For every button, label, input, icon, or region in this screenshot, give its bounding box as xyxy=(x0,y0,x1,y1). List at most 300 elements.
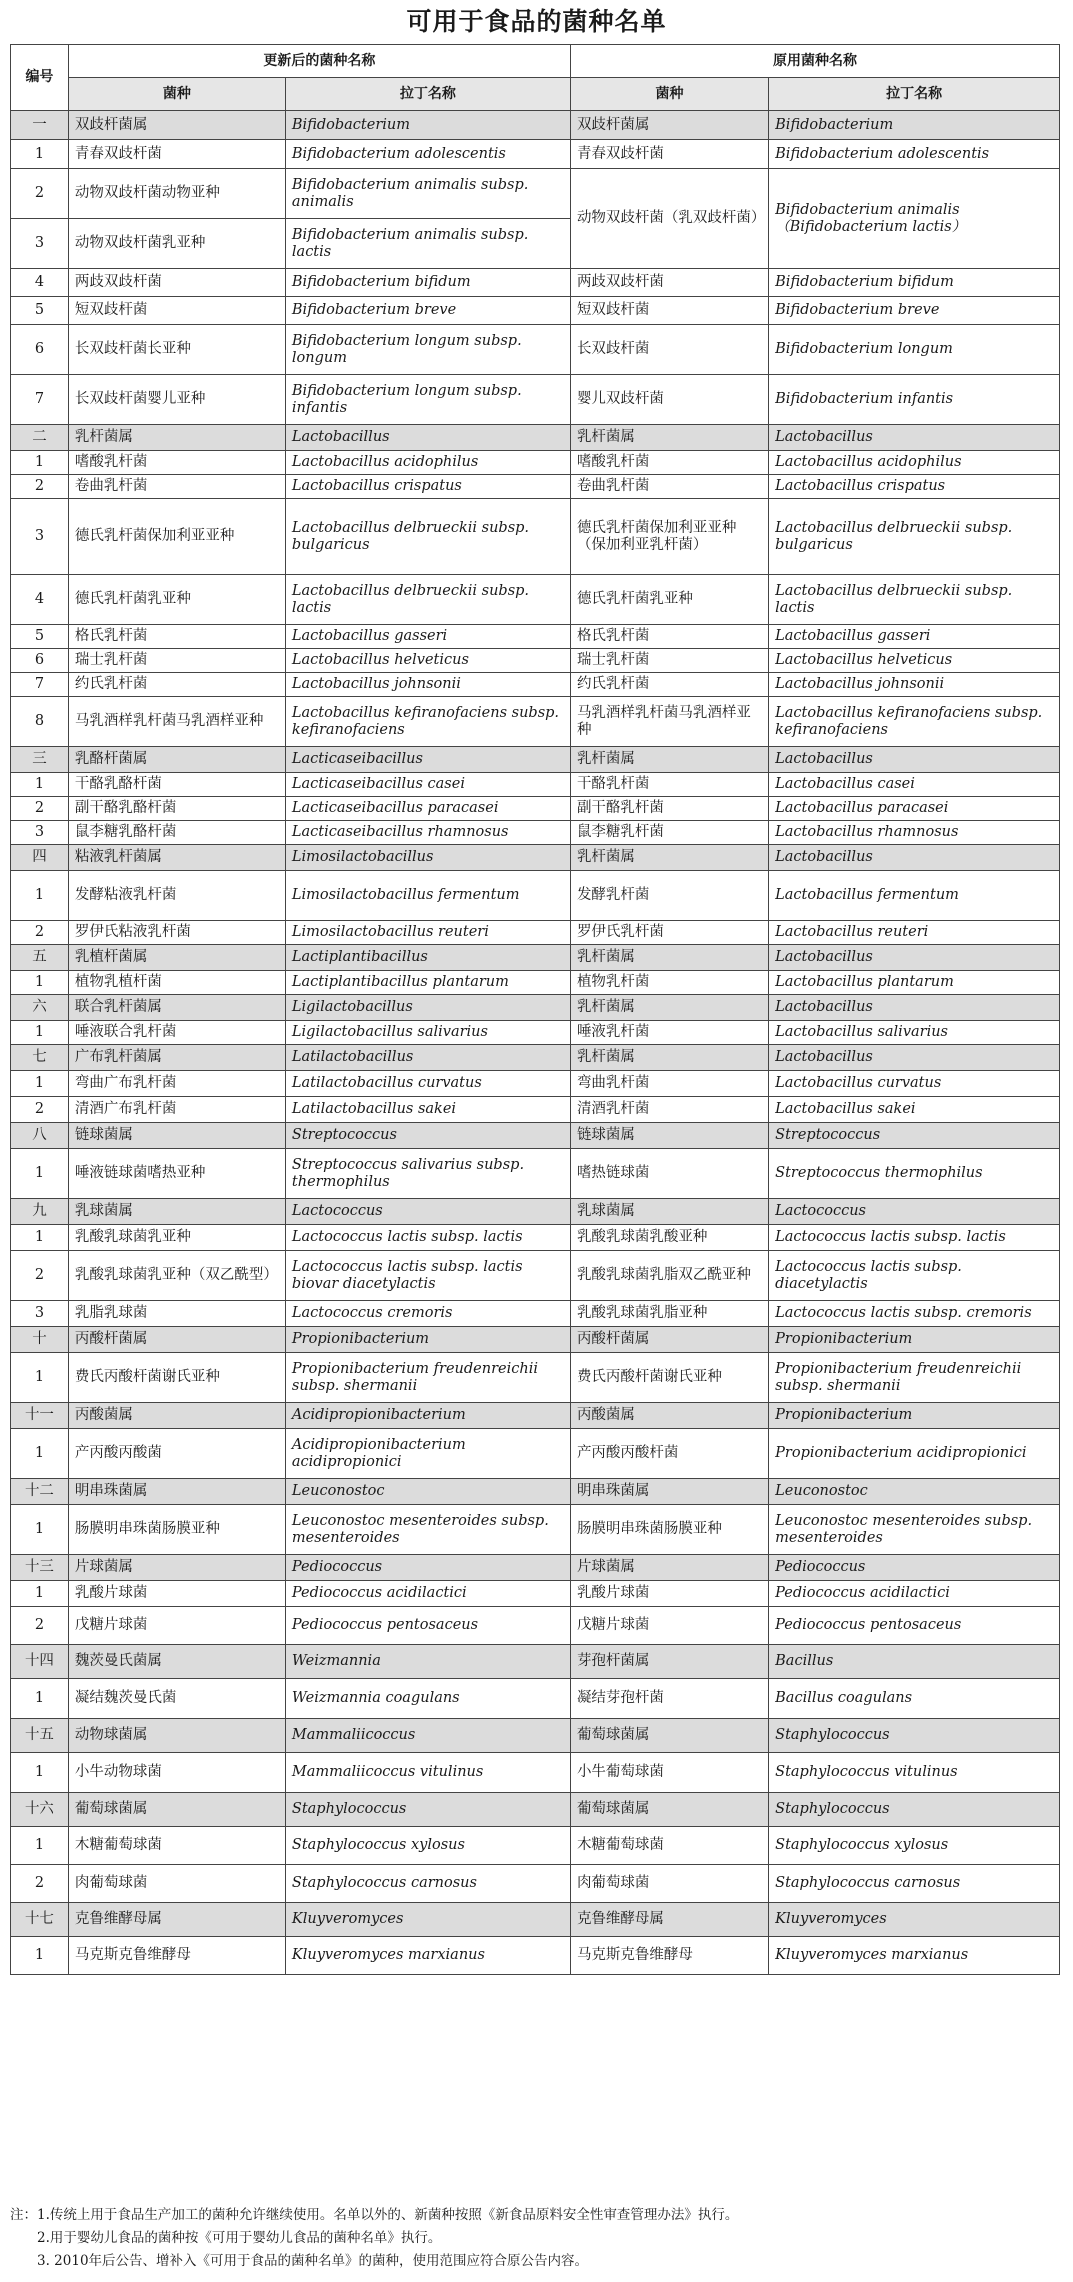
table-row xyxy=(11,697,1060,747)
cell-original-strain: 清酒乳杆菌 xyxy=(570,1097,768,1123)
cell-number: 3 xyxy=(11,1301,69,1327)
footnote: 2.用于婴幼儿食品的菌种按《可用于婴幼儿食品的菌种名单》执行。 xyxy=(37,2230,442,2246)
cell-original-strain: 动物双歧杆菌（乳双歧杆菌） xyxy=(570,169,768,269)
cell-strain: 约氏乳杆菌 xyxy=(68,673,285,697)
cell-original-strain: 克鲁维酵母属 xyxy=(570,1903,768,1937)
cell-original-latin: Lactobacillus xyxy=(769,995,1060,1021)
cell-strain: 长双歧杆菌长亚种 xyxy=(68,325,285,375)
cell-number: 3 xyxy=(11,499,69,575)
cell-original-latin: Lactobacillus johnsonii xyxy=(769,673,1060,697)
cell-original-latin: Lactobacillus gasseri xyxy=(769,625,1060,649)
table-row xyxy=(11,1071,1060,1097)
table-row xyxy=(11,821,1060,845)
table-row xyxy=(11,451,1060,475)
cell-original-strain: 肉葡萄球菌 xyxy=(570,1865,768,1903)
table-row xyxy=(11,921,1060,945)
cell-original-strain: 乳酸片球菌 xyxy=(570,1581,768,1607)
cell-number: 1 xyxy=(11,1225,69,1251)
cell-latin: Ligilactobacillus xyxy=(285,995,570,1021)
cell-number: 一 xyxy=(11,111,69,140)
cell-latin: Lactococcus xyxy=(285,1199,570,1225)
cell-latin: Acidipropionibacterium acidipropionici xyxy=(285,1429,570,1479)
cell-original-latin: Bifidobacterium xyxy=(769,111,1060,140)
table-row xyxy=(11,1429,1060,1479)
cell-number: 2 xyxy=(11,1251,69,1301)
genus-row xyxy=(11,1793,1060,1827)
cell-strain: 动物球菌属 xyxy=(68,1719,285,1753)
cell-original-strain: 片球菌属 xyxy=(570,1555,768,1581)
cell-strain: 弯曲广布乳杆菌 xyxy=(68,1071,285,1097)
header-row-1 xyxy=(11,45,1060,78)
cell-number: 5 xyxy=(11,297,69,325)
cell-number: 1 xyxy=(11,1149,69,1199)
col-header-original-strain: 菌种 xyxy=(570,78,768,111)
strain-table xyxy=(10,44,1060,1975)
cell-original-strain: 格氏乳杆菌 xyxy=(570,625,768,649)
cell-strain: 乳酪杆菌属 xyxy=(68,747,285,773)
cell-latin: Kluyveromyces marxianus xyxy=(285,1937,570,1975)
header-row-2 xyxy=(11,78,1060,111)
col-header-number: 编号 xyxy=(11,45,69,111)
cell-number: 1 xyxy=(11,451,69,475)
cell-strain: 副干酪乳酪杆菌 xyxy=(68,797,285,821)
footnotes xyxy=(10,2204,1060,2273)
cell-strain: 植物乳植杆菌 xyxy=(68,971,285,995)
cell-latin: Limosilactobacillus reuteri xyxy=(285,921,570,945)
cell-strain: 片球菌属 xyxy=(68,1555,285,1581)
cell-strain: 丙酸菌属 xyxy=(68,1403,285,1429)
col-header-strain: 菌种 xyxy=(68,78,285,111)
cell-original-strain: 凝结芽孢杆菌 xyxy=(570,1679,768,1719)
cell-original-strain: 弯曲乳杆菌 xyxy=(570,1071,768,1097)
cell-number: 6 xyxy=(11,325,69,375)
cell-original-strain: 唾液乳杆菌 xyxy=(570,1021,768,1045)
genus-row xyxy=(11,111,1060,140)
cell-original-latin: Lactobacillus fermentum xyxy=(769,871,1060,921)
cell-latin: Leuconostoc mesenteroides subsp. mesenteroides xyxy=(285,1505,570,1555)
table-row xyxy=(11,575,1060,625)
cell-strain: 产丙酸丙酸菌 xyxy=(68,1429,285,1479)
table-row xyxy=(11,1607,1060,1645)
table-row xyxy=(11,649,1060,673)
cell-number: 1 xyxy=(11,140,69,169)
cell-strain: 克鲁维酵母属 xyxy=(68,1903,285,1937)
cell-original-strain: 乳杆菌属 xyxy=(570,845,768,871)
cell-number: 十四 xyxy=(11,1645,69,1679)
table-row xyxy=(11,169,1060,219)
cell-original-latin: Lactobacillus rhamnosus xyxy=(769,821,1060,845)
cell-latin: Staphylococcus xylosus xyxy=(285,1827,570,1865)
table-row xyxy=(11,971,1060,995)
cell-number: 2 xyxy=(11,1607,69,1645)
cell-original-latin: Pediococcus xyxy=(769,1555,1060,1581)
cell-latin: Lactiplantibacillus xyxy=(285,945,570,971)
cell-latin: Limosilactobacillus fermentum xyxy=(285,871,570,921)
cell-number: 九 xyxy=(11,1199,69,1225)
cell-original-latin: Pediococcus acidilactici xyxy=(769,1581,1060,1607)
cell-latin: Leuconostoc xyxy=(285,1479,570,1505)
cell-original-strain: 马克斯克鲁维酵母 xyxy=(570,1937,768,1975)
cell-original-latin: Staphylococcus vitulinus xyxy=(769,1753,1060,1793)
cell-original-latin: Leuconostoc mesenteroides subsp. mesenteroides xyxy=(769,1505,1060,1555)
cell-latin: Limosilactobacillus xyxy=(285,845,570,871)
cell-original-latin: Lactobacillus delbrueckii subsp. bulgaricus xyxy=(769,499,1060,575)
cell-strain: 粘液乳杆菌属 xyxy=(68,845,285,871)
cell-strain: 德氏乳杆菌保加利亚亚种 xyxy=(68,499,285,575)
cell-latin: Lactobacillus helveticus xyxy=(285,649,570,673)
cell-original-strain: 瑞士乳杆菌 xyxy=(570,649,768,673)
cell-original-latin: Kluyveromyces xyxy=(769,1903,1060,1937)
cell-strain: 卷曲乳杆菌 xyxy=(68,475,285,499)
cell-latin: Bifidobacterium xyxy=(285,111,570,140)
cell-latin: Kluyveromyces xyxy=(285,1903,570,1937)
table-row xyxy=(11,499,1060,575)
cell-original-strain: 马乳酒样乳杆菌马乳酒样亚种 xyxy=(570,697,768,747)
cell-number: 7 xyxy=(11,375,69,425)
cell-strain: 马乳酒样乳杆菌马乳酒样亚种 xyxy=(68,697,285,747)
cell-number: 1 xyxy=(11,1505,69,1555)
col-header-latin: 拉丁名称 xyxy=(285,78,570,111)
cell-number: 十二 xyxy=(11,1479,69,1505)
cell-number: 1 xyxy=(11,871,69,921)
cell-original-latin: Lactobacillus casei xyxy=(769,773,1060,797)
cell-original-strain: 链球菌属 xyxy=(570,1123,768,1149)
cell-original-strain: 葡萄球菌属 xyxy=(570,1793,768,1827)
cell-strain: 乳酸乳球菌乳亚种 xyxy=(68,1225,285,1251)
cell-number: 2 xyxy=(11,921,69,945)
table-row xyxy=(11,797,1060,821)
cell-latin: Lactobacillus crispatus xyxy=(285,475,570,499)
cell-strain: 瑞士乳杆菌 xyxy=(68,649,285,673)
col-header-updated: 更新后的菌种名称 xyxy=(68,45,570,78)
cell-number: 6 xyxy=(11,649,69,673)
cell-latin: Latilactobacillus curvatus xyxy=(285,1071,570,1097)
genus-row xyxy=(11,425,1060,451)
cell-number: 八 xyxy=(11,1123,69,1149)
cell-strain: 小牛动物球菌 xyxy=(68,1753,285,1793)
cell-strain: 乳酸片球菌 xyxy=(68,1581,285,1607)
cell-number: 六 xyxy=(11,995,69,1021)
cell-original-latin: Lactococcus lactis subsp. lactis xyxy=(769,1225,1060,1251)
cell-strain: 动物双歧杆菌乳亚种 xyxy=(68,219,285,269)
cell-original-latin: Lactococcus lactis subsp. cremoris xyxy=(769,1301,1060,1327)
cell-latin: Acidipropionibacterium xyxy=(285,1403,570,1429)
cell-original-latin: Lactobacillus curvatus xyxy=(769,1071,1060,1097)
cell-strain: 凝结魏茨曼氏菌 xyxy=(68,1679,285,1719)
cell-strain: 链球菌属 xyxy=(68,1123,285,1149)
cell-latin: Lactobacillus delbrueckii subsp. bulgaricus xyxy=(285,499,570,575)
cell-original-strain: 短双歧杆菌 xyxy=(570,297,768,325)
cell-original-latin: Lactobacillus reuteri xyxy=(769,921,1060,945)
cell-original-strain: 费氏丙酸杆菌谢氏亚种 xyxy=(570,1353,768,1403)
cell-latin: Ligilactobacillus salivarius xyxy=(285,1021,570,1045)
cell-original-strain: 乳酸乳球菌乳酸亚种 xyxy=(570,1225,768,1251)
table-row xyxy=(11,269,1060,297)
cell-original-latin: Bifidobacterium adolescentis xyxy=(769,140,1060,169)
cell-original-latin: Bacillus xyxy=(769,1645,1060,1679)
cell-number: 1 xyxy=(11,1753,69,1793)
cell-latin: Bifidobacterium bifidum xyxy=(285,269,570,297)
cell-latin: Lacticaseibacillus paracasei xyxy=(285,797,570,821)
genus-row xyxy=(11,1045,1060,1071)
cell-latin: Bifidobacterium breve xyxy=(285,297,570,325)
cell-number: 十 xyxy=(11,1327,69,1353)
cell-latin: Mammaliicoccus xyxy=(285,1719,570,1753)
cell-original-latin: Lactobacillus acidophilus xyxy=(769,451,1060,475)
cell-latin: Lactococcus lactis subsp. lactis xyxy=(285,1225,570,1251)
cell-original-latin: Bifidobacterium bifidum xyxy=(769,269,1060,297)
table-body xyxy=(11,111,1060,1975)
cell-latin: Lactococcus cremoris xyxy=(285,1301,570,1327)
cell-original-latin: Bifidobacterium longum xyxy=(769,325,1060,375)
cell-latin: Bifidobacterium animalis subsp. animalis xyxy=(285,169,570,219)
cell-number: 2 xyxy=(11,1865,69,1903)
cell-number: 十五 xyxy=(11,1719,69,1753)
cell-original-latin: Lactococcus xyxy=(769,1199,1060,1225)
cell-strain: 费氏丙酸杆菌谢氏亚种 xyxy=(68,1353,285,1403)
cell-original-latin: Lactobacillus paracasei xyxy=(769,797,1060,821)
cell-original-strain: 芽孢杆菌属 xyxy=(570,1645,768,1679)
cell-latin: Lacticaseibacillus casei xyxy=(285,773,570,797)
cell-original-latin: Lactobacillus xyxy=(769,747,1060,773)
cell-strain: 发酵粘液乳杆菌 xyxy=(68,871,285,921)
genus-row xyxy=(11,1327,1060,1353)
cell-original-strain: 乳杆菌属 xyxy=(570,945,768,971)
table-row xyxy=(11,625,1060,649)
cell-strain: 戊糖片球菌 xyxy=(68,1607,285,1645)
cell-latin: Staphylococcus carnosus xyxy=(285,1865,570,1903)
cell-strain: 肠膜明串珠菌肠膜亚种 xyxy=(68,1505,285,1555)
cell-strain: 动物双歧杆菌动物亚种 xyxy=(68,169,285,219)
cell-original-strain: 明串珠菌属 xyxy=(570,1479,768,1505)
cell-number: 1 xyxy=(11,1429,69,1479)
cell-latin: Bifidobacterium adolescentis xyxy=(285,140,570,169)
cell-latin: Latilactobacillus xyxy=(285,1045,570,1071)
genus-row xyxy=(11,1123,1060,1149)
cell-original-strain: 嗜热链球菌 xyxy=(570,1149,768,1199)
cell-original-latin: Staphylococcus xyxy=(769,1793,1060,1827)
cell-number: 五 xyxy=(11,945,69,971)
table-row xyxy=(11,1225,1060,1251)
cell-original-latin: Streptococcus thermophilus xyxy=(769,1149,1060,1199)
cell-original-latin: Lactobacillus kefiranofaciens subsp. kefiranofaciens xyxy=(769,697,1060,747)
cell-number: 二 xyxy=(11,425,69,451)
cell-number: 1 xyxy=(11,1827,69,1865)
genus-row xyxy=(11,945,1060,971)
cell-number: 四 xyxy=(11,845,69,871)
cell-original-strain: 丙酸杆菌属 xyxy=(570,1327,768,1353)
cell-original-strain: 婴儿双歧杆菌 xyxy=(570,375,768,425)
cell-number: 十三 xyxy=(11,1555,69,1581)
table-row xyxy=(11,1353,1060,1403)
cell-original-latin: Lactococcus lactis subsp. diacetylactis xyxy=(769,1251,1060,1301)
cell-original-strain: 嗜酸乳杆菌 xyxy=(570,451,768,475)
cell-strain: 罗伊氏粘液乳杆菌 xyxy=(68,921,285,945)
table-row xyxy=(11,1251,1060,1301)
cell-strain: 双歧杆菌属 xyxy=(68,111,285,140)
cell-original-latin: Lactobacillus salivarius xyxy=(769,1021,1060,1045)
cell-latin: Lactobacillus gasseri xyxy=(285,625,570,649)
cell-number: 1 xyxy=(11,1679,69,1719)
table-row xyxy=(11,1937,1060,1975)
cell-number: 十一 xyxy=(11,1403,69,1429)
cell-number: 1 xyxy=(11,1071,69,1097)
table-row xyxy=(11,1505,1060,1555)
table-row xyxy=(11,773,1060,797)
cell-strain: 乳杆菌属 xyxy=(68,425,285,451)
genus-row xyxy=(11,1199,1060,1225)
cell-strain: 乳植杆菌属 xyxy=(68,945,285,971)
genus-row xyxy=(11,1645,1060,1679)
cell-latin: Propionibacterium xyxy=(285,1327,570,1353)
cell-original-strain: 肠膜明串珠菌肠膜亚种 xyxy=(570,1505,768,1555)
cell-original-strain: 德氏乳杆菌保加利亚亚种（保加利亚乳杆菌） xyxy=(570,499,768,575)
cell-original-latin: Lactobacillus plantarum xyxy=(769,971,1060,995)
cell-original-latin: Lactobacillus xyxy=(769,945,1060,971)
cell-latin: Weizmannia coagulans xyxy=(285,1679,570,1719)
cell-number: 1 xyxy=(11,1021,69,1045)
cell-original-strain: 德氏乳杆菌乳亚种 xyxy=(570,575,768,625)
cell-original-latin: Bifidobacterium breve xyxy=(769,297,1060,325)
cell-original-strain: 丙酸菌属 xyxy=(570,1403,768,1429)
cell-latin: Bifidobacterium longum subsp. infantis xyxy=(285,375,570,425)
table-row xyxy=(11,1301,1060,1327)
cell-original-strain: 乳杆菌属 xyxy=(570,995,768,1021)
table-row xyxy=(11,1827,1060,1865)
cell-strain: 葡萄球菌属 xyxy=(68,1793,285,1827)
cell-original-strain: 乳杆菌属 xyxy=(570,1045,768,1071)
cell-strain: 青春双歧杆菌 xyxy=(68,140,285,169)
cell-original-strain: 葡萄球菌属 xyxy=(570,1719,768,1753)
cell-original-strain: 乳杆菌属 xyxy=(570,425,768,451)
cell-strain: 两歧双歧杆菌 xyxy=(68,269,285,297)
cell-original-latin: Kluyveromyces marxianus xyxy=(769,1937,1060,1975)
cell-original-latin: Bifidobacterium animalis （Bifidobacterium lactis） xyxy=(769,169,1060,269)
cell-number: 4 xyxy=(11,575,69,625)
cell-latin: Lactobacillus xyxy=(285,425,570,451)
cell-latin: Lactobacillus johnsonii xyxy=(285,673,570,697)
cell-original-latin: Lactobacillus helveticus xyxy=(769,649,1060,673)
cell-latin: Mammaliicoccus vitulinus xyxy=(285,1753,570,1793)
cell-strain: 干酪乳酪杆菌 xyxy=(68,773,285,797)
cell-original-latin: Pediococcus pentosaceus xyxy=(769,1607,1060,1645)
cell-original-latin: Lactobacillus xyxy=(769,1045,1060,1071)
cell-number: 4 xyxy=(11,269,69,297)
genus-row xyxy=(11,995,1060,1021)
cell-original-strain: 产丙酸丙酸杆菌 xyxy=(570,1429,768,1479)
cell-original-latin: Propionibacterium freudenreichii subsp. shermanii xyxy=(769,1353,1060,1403)
cell-original-strain: 罗伊氏乳杆菌 xyxy=(570,921,768,945)
cell-original-latin: Bacillus coagulans xyxy=(769,1679,1060,1719)
cell-original-strain: 乳杆菌属 xyxy=(570,747,768,773)
genus-row xyxy=(11,747,1060,773)
cell-original-strain: 两歧双歧杆菌 xyxy=(570,269,768,297)
cell-latin: Bifidobacterium animalis subsp. lactis xyxy=(285,219,570,269)
cell-strain: 清酒广布乳杆菌 xyxy=(68,1097,285,1123)
cell-strain: 木糖葡萄球菌 xyxy=(68,1827,285,1865)
cell-number: 2 xyxy=(11,797,69,821)
cell-strain: 嗜酸乳杆菌 xyxy=(68,451,285,475)
cell-number: 七 xyxy=(11,1045,69,1071)
cell-latin: Bifidobacterium longum subsp. longum xyxy=(285,325,570,375)
cell-original-latin: Staphylococcus xyxy=(769,1719,1060,1753)
cell-strain: 马克斯克鲁维酵母 xyxy=(68,1937,285,1975)
cell-strain: 唾液链球菌嗜热亚种 xyxy=(68,1149,285,1199)
footnote: 注：1.传统上用于食品生产加工的菌种允许继续使用。名单以外的、新菌种按照《新食品原料安全性审查管理办法》执行。 xyxy=(10,2207,739,2223)
cell-latin: Streptococcus salivarius subsp. thermophilus xyxy=(285,1149,570,1199)
cell-original-strain: 双歧杆菌属 xyxy=(570,111,768,140)
cell-original-strain: 木糖葡萄球菌 xyxy=(570,1827,768,1865)
table-row xyxy=(11,1097,1060,1123)
cell-original-latin: Propionibacterium xyxy=(769,1327,1060,1353)
page-title: 可用于食品的菌种名单 xyxy=(406,7,667,36)
genus-row xyxy=(11,845,1060,871)
table-row xyxy=(11,1865,1060,1903)
cell-original-strain: 副干酪乳杆菌 xyxy=(570,797,768,821)
cell-original-latin: Propionibacterium xyxy=(769,1403,1060,1429)
cell-original-latin: Lactobacillus delbrueckii subsp. lactis xyxy=(769,575,1060,625)
cell-number: 2 xyxy=(11,169,69,219)
cell-latin: Latilactobacillus sakei xyxy=(285,1097,570,1123)
cell-original-latin: Lactobacillus xyxy=(769,845,1060,871)
genus-row xyxy=(11,1903,1060,1937)
cell-strain: 长双歧杆菌婴儿亚种 xyxy=(68,375,285,425)
cell-original-strain: 乳酸乳球菌乳脂双乙酰亚种 xyxy=(570,1251,768,1301)
table-row xyxy=(11,673,1060,697)
genus-row xyxy=(11,1719,1060,1753)
cell-latin: Lacticaseibacillus xyxy=(285,747,570,773)
cell-original-latin: Staphylococcus xylosus xyxy=(769,1827,1060,1865)
table-row xyxy=(11,871,1060,921)
cell-strain: 丙酸杆菌属 xyxy=(68,1327,285,1353)
cell-strain: 格氏乳杆菌 xyxy=(68,625,285,649)
genus-row xyxy=(11,1403,1060,1429)
cell-original-latin: Bifidobacterium infantis xyxy=(769,375,1060,425)
cell-original-strain: 植物乳杆菌 xyxy=(570,971,768,995)
cell-strain: 乳球菌属 xyxy=(68,1199,285,1225)
table-row xyxy=(11,140,1060,169)
cell-number: 1 xyxy=(11,1581,69,1607)
cell-original-latin: Staphylococcus carnosus xyxy=(769,1865,1060,1903)
cell-number: 3 xyxy=(11,219,69,269)
cell-latin: Pediococcus xyxy=(285,1555,570,1581)
cell-latin: Pediococcus acidilactici xyxy=(285,1581,570,1607)
cell-original-strain: 约氏乳杆菌 xyxy=(570,673,768,697)
col-header-original: 原用菌种名称 xyxy=(570,45,1059,78)
cell-latin: Lacticaseibacillus rhamnosus xyxy=(285,821,570,845)
table-row xyxy=(11,1679,1060,1719)
cell-original-latin: Lactobacillus sakei xyxy=(769,1097,1060,1123)
cell-number: 2 xyxy=(11,1097,69,1123)
cell-original-strain: 戊糖片球菌 xyxy=(570,1607,768,1645)
cell-latin: Lactobacillus delbrueckii subsp. lactis xyxy=(285,575,570,625)
cell-original-strain: 青春双歧杆菌 xyxy=(570,140,768,169)
cell-original-strain: 乳酸乳球菌乳脂亚种 xyxy=(570,1301,768,1327)
cell-strain: 唾液联合乳杆菌 xyxy=(68,1021,285,1045)
cell-number: 1 xyxy=(11,1353,69,1403)
cell-strain: 广布乳杆菌属 xyxy=(68,1045,285,1071)
cell-strain: 魏茨曼氏菌属 xyxy=(68,1645,285,1679)
cell-latin: Propionibacterium freudenreichii subsp. shermanii xyxy=(285,1353,570,1403)
cell-latin: Lactobacillus kefiranofaciens subsp. kefiranofaciens xyxy=(285,697,570,747)
cell-latin: Lactiplantibacillus plantarum xyxy=(285,971,570,995)
cell-number: 1 xyxy=(11,971,69,995)
cell-original-strain: 干酪乳杆菌 xyxy=(570,773,768,797)
cell-number: 十六 xyxy=(11,1793,69,1827)
cell-original-latin: Streptococcus xyxy=(769,1123,1060,1149)
cell-number: 2 xyxy=(11,475,69,499)
cell-original-latin: Leuconostoc xyxy=(769,1479,1060,1505)
